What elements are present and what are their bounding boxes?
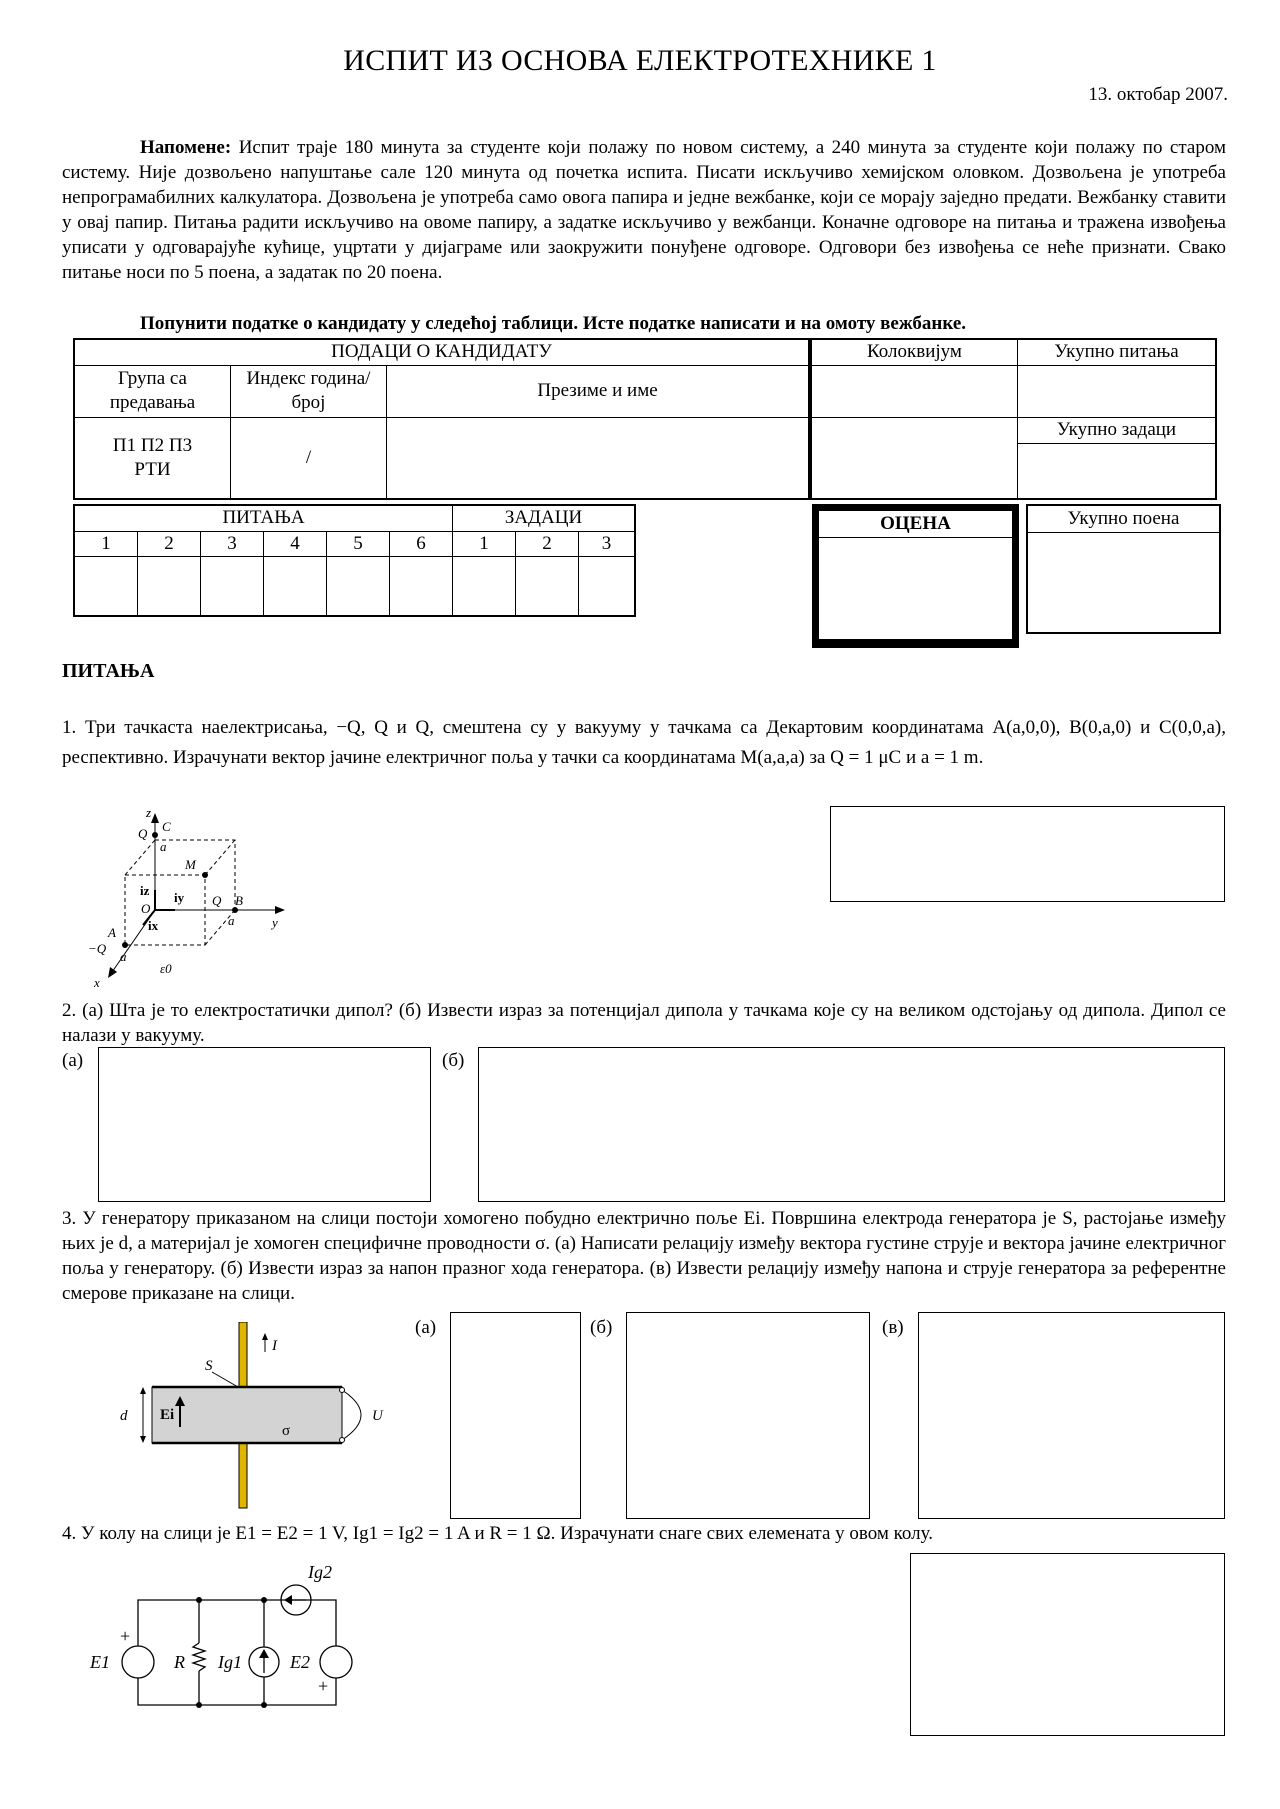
fig3-ei: Ei — [160, 1407, 175, 1423]
q3-label-v: (в) — [882, 1317, 904, 1338]
fig1-a-bottom: a — [120, 949, 127, 964]
fig1-a-right: a — [228, 913, 235, 928]
ukupno-pitanja-field[interactable] — [1018, 365, 1217, 417]
fig4-e2: E2 — [290, 1652, 310, 1672]
answer-box-q1[interactable] — [830, 806, 1225, 902]
exam-date: 13. октобар 2007. — [1088, 84, 1228, 105]
fig1-z: z — [146, 805, 152, 820]
answer-box-q2-b[interactable] — [478, 1047, 1225, 1202]
ukupno-poena-label: Укупно поена — [1028, 506, 1219, 533]
question-1: 1. Три тачкаста наелектрисања, −Q, Q и Q, смештена су у вакууму у тачкама са Декартовим координатама A(a,0,0), B(0,a,0) и C(0,0,a), респективно. Израчунати вектор јачине електричног поља у тачки са координатама M(a,a,a) за Q = 1 μC и a = 1 m. — [62, 717, 1226, 768]
score-cell[interactable] — [74, 556, 138, 616]
zadatak-number: 3 — [579, 531, 636, 556]
fig3-sigma: σ — [282, 1423, 291, 1439]
notes — [62, 135, 1226, 285]
fig1-neg-q: −Q — [88, 941, 107, 956]
score-table — [73, 504, 636, 617]
figure-cube — [80, 805, 300, 995]
ukupno-pitanja-label: Укупно питања — [1018, 339, 1217, 365]
col-group: Група са предавања — [74, 365, 231, 417]
question-2: 2. (а) Шта је то електростатички дипол? (б) Извести израз за потенцијал дипола у тачкама које су на великом одстојању од дипола. Дипол се налази у вакууму. — [62, 1000, 1226, 1046]
score-cell[interactable] — [516, 556, 579, 616]
fig3-d: d — [120, 1408, 128, 1424]
figure-circuit — [80, 1560, 380, 1710]
score-cell[interactable] — [264, 556, 327, 616]
pitanje-number: 4 — [264, 531, 327, 556]
score-cell[interactable] — [390, 556, 453, 616]
col-index: Индекс година/број — [231, 365, 387, 417]
notes-text: Испит траје 180 минута за студенте који полажу по новом систему, а 240 минута за студенте који полажу по старом систему. Није дозвољено напуштање сале 120 минута од почетка испита. Писати искључиво хемијском оловком. Дозвољена је употреба непрограмабилних калкулатора. Дозвољена је употреба само овога папира и једне вежбанке, који се морају заједно предати. Вежбанку ставити у овај папир. Питања радити искључиво на овоме папиру, а задатке искључиво у вежбанци. Коначне одговоре на питања и тражена извођења уписати у одговарајуће кућице, уцртати у дијаграме или заокружити понуђене одговоре. Одговори без извођења се неће признати. Свако питање носи по 5 поена, а задатак по 20 поена. — [62, 137, 1226, 283]
fig1-a-top: a — [160, 839, 167, 854]
results-table — [810, 338, 1217, 500]
fig3-s: S — [205, 1358, 213, 1374]
name-field[interactable] — [387, 417, 810, 499]
col-name: Презиме и име — [387, 365, 810, 417]
kolokvijum-label: Колоквијум — [811, 339, 1018, 365]
score-cell[interactable] — [138, 556, 201, 616]
answer-box-q3-a[interactable] — [450, 1312, 581, 1519]
fig3-u: U — [372, 1408, 383, 1424]
pitanje-number: 3 — [201, 531, 264, 556]
fill-instruction: Попунити податке о кандидату у следећој таблици. Исте податке написати и на омоту вежбанке. — [140, 313, 966, 334]
candidate-header: ПОДАЦИ О КАНДИДАТУ — [74, 339, 809, 365]
pitanje-number: 5 — [327, 531, 390, 556]
kolokvijum-field[interactable] — [811, 365, 1018, 417]
fig1-iy: iy — [174, 890, 185, 905]
fig4-e1: E1 — [90, 1652, 110, 1672]
fig4-plus-e2: + — [318, 1676, 329, 1696]
q2-label-a: (а) — [62, 1050, 84, 1071]
fig1-b: B — [235, 893, 243, 908]
kolokvijum-extra[interactable] — [811, 417, 1018, 499]
q3-label-b: (б) — [590, 1317, 613, 1338]
zadaci-label: ЗАДАЦИ — [453, 505, 636, 531]
answer-box-q3-v[interactable] — [918, 1312, 1225, 1519]
q3-label-a: (а) — [415, 1317, 437, 1338]
fig4-ig1: Ig1 — [218, 1652, 242, 1672]
pitanja-label: ПИТАЊА — [74, 505, 453, 531]
fig1-y: y — [272, 915, 278, 930]
fig1-ix: ix — [148, 918, 159, 933]
notes-label: Напомене: — [140, 137, 232, 158]
fig1-eps: ε0 — [160, 961, 172, 976]
zadatak-number: 1 — [453, 531, 516, 556]
fig4-plus-e1: + — [120, 1626, 131, 1646]
pitanje-number: 2 — [138, 531, 201, 556]
score-cell[interactable] — [579, 556, 636, 616]
score-cell[interactable] — [327, 556, 390, 616]
ukupno-zadaci-label: Укупно задаци — [1018, 417, 1217, 443]
q2-label-b: (б) — [442, 1050, 465, 1071]
fig1-o: O — [141, 901, 151, 916]
fig4-r: R — [174, 1652, 185, 1672]
group-options[interactable]: П1 П2 П3 РТИ — [74, 417, 231, 499]
fig1-iz: iz — [140, 883, 150, 898]
fig1-q-c: Q — [138, 826, 148, 841]
fig1-a-pt: A — [108, 925, 116, 940]
question-4: 4. У колу на слици је E1 = E2 = 1 V, Ig1 = Ig2 = 1 A и R = 1 Ω. Израчунати снаге свих елемената у овом колу. — [62, 1523, 933, 1544]
answer-box-q2-a[interactable] — [98, 1047, 431, 1202]
fig1-m: M — [185, 857, 196, 872]
figure-generator — [110, 1322, 400, 1512]
question-3: 3. У генератору приказаном на слици постоји хомогено побудно електрично поље Ei. Површина електрода генератора је S, растојање између њих је d, а материјал је хомоген специфичне проводности σ. (а) Написати релацију између вектора густине струје и вектора јачине електричног поља у генератору. (б) Извести израз за напон празног хода генератора. (в) Извести релацију између напона и струје генератора за референтне смерове приказане на слици. — [62, 1208, 1227, 1304]
fig1-x: x — [94, 975, 100, 990]
score-cell[interactable] — [201, 556, 264, 616]
section-title: ПИТАЊА — [62, 660, 155, 682]
fig1-c: C — [162, 819, 171, 834]
ukupno-zadaci-field[interactable] — [1018, 443, 1217, 499]
score-cell[interactable] — [453, 556, 516, 616]
pitanje-number: 1 — [74, 531, 138, 556]
ocena-label: ОЦЕНА — [819, 511, 1012, 538]
zadatak-number: 2 — [516, 531, 579, 556]
fig1-q-b: Q — [212, 893, 222, 908]
fig4-ig2: Ig2 — [308, 1562, 332, 1582]
ukupno-poena-box[interactable] — [1026, 504, 1221, 634]
page-title: ИСПИТ ИЗ ОСНОВА ЕЛЕКТРОТЕХНИКЕ 1 — [343, 44, 937, 77]
fig3-i: I — [272, 1338, 277, 1354]
answer-box-q4[interactable] — [910, 1553, 1225, 1736]
pitanje-number: 6 — [390, 531, 453, 556]
index-field[interactable]: / — [231, 417, 387, 499]
ocena-box[interactable] — [812, 504, 1019, 648]
answer-box-q3-b[interactable] — [626, 1312, 870, 1519]
candidate-table — [73, 338, 810, 500]
